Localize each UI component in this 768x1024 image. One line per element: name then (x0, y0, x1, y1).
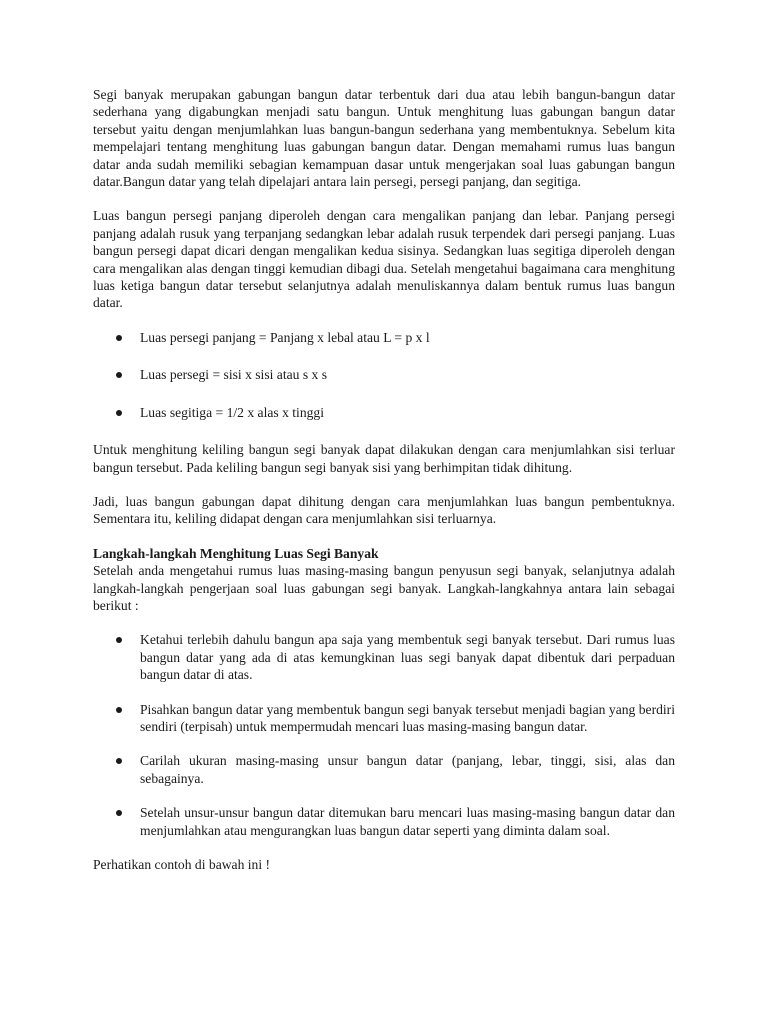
formula-list (93, 329, 675, 421)
step-item-2: Pisahkan bangun datar yang membentuk bangun segi banyak tersebut menjadi bagian yang berdiri sendiri (terpisah) untuk mempermudah mencari luas masing-masing bangun datar. (93, 701, 675, 736)
step-item-1: Ketahui terlebih dahulu bangun apa saja yang membentuk segi banyak tersebut. Dari rumus luas bangun datar yang ada di atas kemungkinan luas segi banyak dapat dibentuk dari perpaduan bangun datar di atas. (93, 631, 675, 683)
section-heading: Langkah-langkah Menghitung Luas Segi Banyak (93, 545, 379, 561)
step-item-3: Carilah ukuran masing-masing unsur bangun datar (panjang, lebar, tinggi, sisi, alas dan sebagainya. (93, 752, 675, 787)
formula-item-triangle: Luas segitiga = 1/2 x alas x tinggi (93, 404, 675, 421)
intro-paragraph-1: Segi banyak merupakan gabungan bangun datar terbentuk dari dua atau lebih bangun-bangun datar sederhana yang digabungkan menjadi satu bangun. Untuk menghitung luas gabungan bangun datar tersebut yaitu dengan menjumlahkan luas bangun-bangun sederhana yang membentuknya. Sebelum kita mempelajari tentang menghitung luas gabungan bangun datar. Dengan memahami rumus luas bangun datar anda sudah memiliki sebagian kemampuan dasar untuk mengerjakan soal luas gabungan bangun datar.Bangun datar yang telah dipelajari antara lain persegi, persegi panjang, dan segitiga. (93, 87, 675, 190)
summary-paragraph: Jadi, luas bangun gabungan dapat dihitung dengan cara menjumlahkan luas bangun pembentuknya. Sementara itu, keliling didapat dengan cara menjumlahkan sisi terluarnya. (93, 493, 675, 527)
section-intro-paragraph: Setelah anda mengetahui rumus luas masing-masing bangun penyusun segi banyak, selanjutnya adalah langkah-langkah pengerjaan soal luas gabungan segi banyak. Langkah-langkahnya antara lain sebagai berikut : (93, 563, 675, 613)
formula-item-square: Luas persegi = sisi x sisi atau s x s (93, 366, 675, 383)
intro-paragraph-2: Luas bangun persegi panjang diperoleh dengan cara mengalikan panjang dan lebar. Panjang persegi panjang adalah rusuk yang terpanjang sedangkan lebar adalah rusuk terpendek dari persegi panjang. Luas bangun persegi dapat dicari dengan mengalikan kedua sisinya. Sedangkan luas segitiga diperoleh dengan cara mengalikan alas dengan tinggi kemudian dibagi dua. Setelah mengetahui bagaimana cara menghitung luas ketiga bangun datar tersebut selanjutnya adalah menuliskannya dalam bentuk rumus luas bangun datar. (93, 208, 675, 311)
steps-list (93, 631, 675, 839)
document-page (93, 86, 675, 890)
step-item-4: Setelah unsur-unsur bangun datar ditemukan baru mencari luas masing-masing bangun datar dan menjumlahkan atau mengurangkan luas bangun datar seperti yang diminta dalam soal. (93, 804, 675, 839)
formula-item-rectangle: Luas persegi panjang = Panjang x lebal atau L = p x l (93, 329, 675, 346)
perimeter-paragraph: Untuk menghitung keliling bangun segi banyak dapat dilakukan dengan cara menjumlahkan sisi terluar bangun tersebut. Pada keliling bangun segi banyak sisi yang berhimpitan tidak dihitung. (93, 442, 675, 475)
closing-line: Perhatikan contoh di bawah ini ! (93, 857, 271, 872)
